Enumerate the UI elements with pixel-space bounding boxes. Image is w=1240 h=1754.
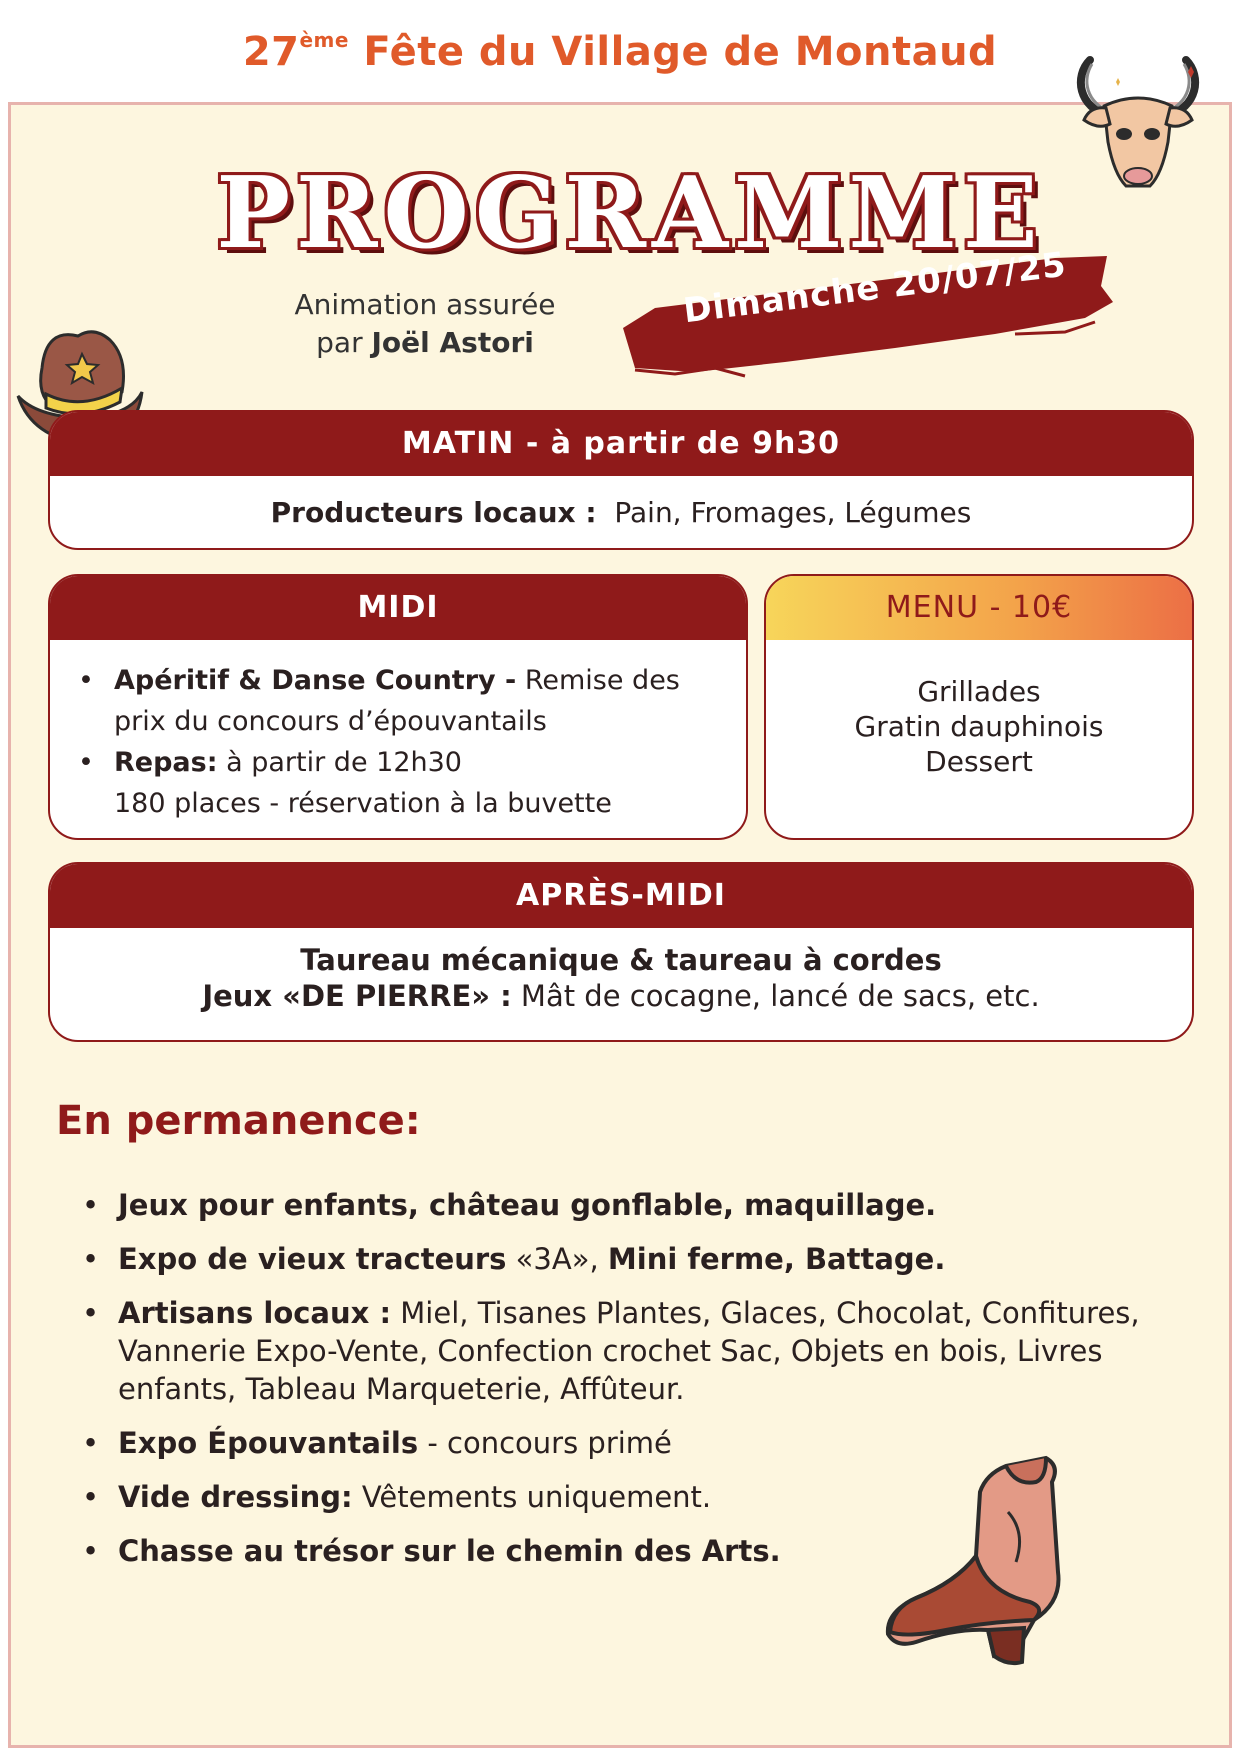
bull-skull-icon <box>1070 46 1206 196</box>
list-item: • Chasse au trésor sur le chemin des Arts. <box>82 1532 1182 1570</box>
matin-heading: MATIN - à partir de 9h30 <box>50 412 1192 476</box>
matin-card <box>48 410 1194 550</box>
list-item: • Apéritif & Danse Country - Remise des prix du concours d’épouvantails <box>74 660 722 742</box>
animation-credit <box>250 286 600 362</box>
list-item: • Repas: à partir de 12h30 180 places - réservation à la buvette <box>74 742 722 824</box>
animation-name-line: par Joël Astori <box>316 326 534 359</box>
list-item: • Vide dressing: Vêtements uniquement. <box>82 1478 1182 1516</box>
menu-card <box>764 574 1194 840</box>
permanence-title: En permanence: <box>56 1098 421 1144</box>
list-item: • Expo de vieux tracteurs «3A», Mini ferme, Battage. <box>82 1240 1182 1278</box>
midi-list <box>50 640 746 824</box>
apres-midi-heading: APRÈS-MIDI <box>50 864 1192 928</box>
list-item: • Jeux pour enfants, château gonflable, maquillage. <box>82 1186 1182 1224</box>
midi-card <box>48 574 748 840</box>
menu-item: Dessert <box>925 745 1033 778</box>
cowboy-boot-icon <box>876 1452 1096 1682</box>
apres-midi-card <box>48 862 1194 1042</box>
event-title: 27ème Fête du Village de Montaud <box>242 28 998 75</box>
menu-item: Grillades <box>917 675 1041 708</box>
menu-items <box>766 640 1192 779</box>
programme-title: PROGRAMME <box>216 156 1044 271</box>
event-date: Dimanche 20/07/25 <box>681 244 1069 332</box>
list-item: • Artisans locaux : Miel, Tisanes Plantes, Glaces, Chocolat, Confitures, Vannerie Expo-Vente, Confection crochet Sac, Objets en bois, Livres enfants, Tableau Marqueterie, Affûteur. <box>82 1294 1182 1408</box>
matin-body: Producteurs locaux : Pain, Fromages, Légumes <box>270 496 972 529</box>
apres-midi-line2: Jeux «DE PIERRE» : Mât de cocagne, lancé de sacs, etc. <box>202 979 1040 1013</box>
header-band <box>0 0 1240 102</box>
animation-line: Animation assurée <box>294 288 556 321</box>
apres-midi-line1: Taureau mécanique & taureau à cordes <box>300 943 942 977</box>
list-item: • Expo Épouvantails - concours primé <box>82 1424 1182 1462</box>
menu-item: Gratin dauphinois <box>854 710 1104 743</box>
apres-midi-body <box>50 928 1192 1014</box>
midi-heading: MIDI <box>50 576 746 640</box>
menu-heading: MENU - 10€ <box>766 576 1192 640</box>
